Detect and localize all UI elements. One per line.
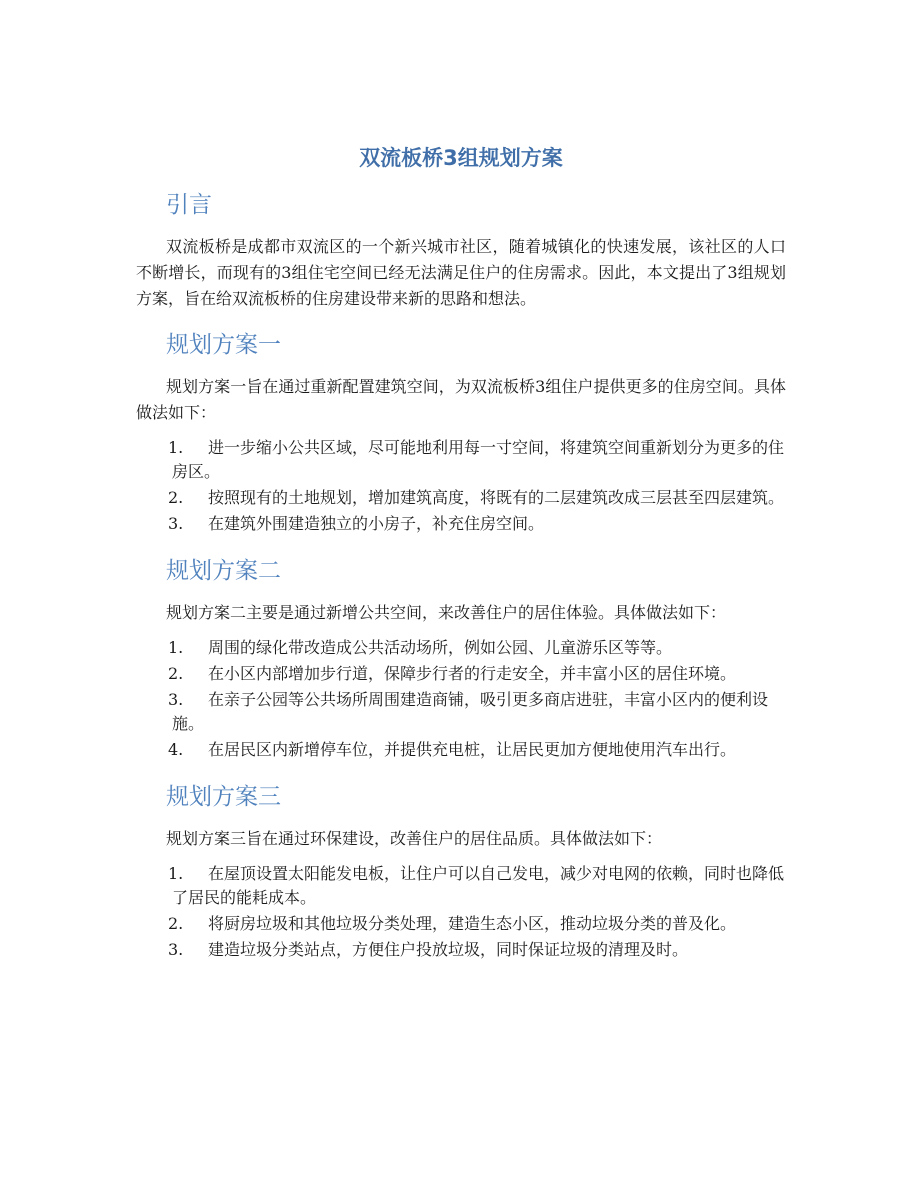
section-paragraph: 规划方案一旨在通过重新配置建筑空间，为双流板桥3组住户提供更多的住房空间。具体做法如下：: [136, 377, 786, 422]
section-plan-three: [136, 780, 786, 962]
section-heading: 规划方案一: [166, 332, 281, 358]
list-item-number: 1.: [168, 864, 184, 883]
list-item-text: 在居民区内新增停车位，并提供充电桩，让居民更加方便地使用汽车出行。: [208, 740, 737, 759]
section-plan-one: [136, 328, 786, 536]
list-item-text: 将厨房垃圾和其他垃圾分类处理，建造生态小区，推动垃圾分类的普及化。: [208, 914, 737, 933]
list-item: [136, 912, 786, 936]
list-item: [136, 486, 786, 510]
section-heading: 规划方案二: [166, 558, 281, 584]
document-page: [136, 140, 786, 964]
list-item: [136, 938, 786, 962]
list-item-number: 2.: [168, 488, 184, 507]
list-item-text: 按照现有的土地规划，增加建筑高度，将既有的二层建筑改成三层甚至四层建筑。: [208, 488, 785, 507]
list-item-number: 3.: [168, 514, 184, 533]
section-paragraph: 双流板桥是成都市双流区的一个新兴城市社区，随着城镇化的快速发展，该社区的人口不断增长，而现有的3组住宅空间已经无法满足住户的住房需求。因此，本文提出了3组规划方案，旨在给双流板桥的住房建设带来新的思路和想法。: [136, 237, 786, 308]
plan-one-list: [136, 436, 786, 536]
list-item: [136, 862, 786, 910]
section-paragraph: 规划方案二主要是通过新增公共空间，来改善住户的居住体验。具体做法如下：: [166, 603, 727, 622]
list-item-text: 在屋顶设置太阳能发电板，让住户可以自己发电，减少对电网的依赖，同时也降低了居民的能耗成本。: [172, 864, 785, 907]
list-item: [136, 738, 786, 762]
section-plan-two: [136, 554, 786, 762]
list-item-text: 在小区内部增加步行道，保障步行者的行走安全，并丰富小区的居住环境。: [208, 664, 737, 683]
list-item-number: 2.: [168, 664, 184, 683]
list-item-number: 3.: [168, 940, 184, 959]
document-title: 双流板桥3组规划方案: [359, 146, 563, 170]
list-item-number: 2.: [168, 914, 184, 933]
list-item-number: 4.: [168, 740, 184, 759]
section-introduction: [136, 188, 786, 312]
list-item-number: 1.: [168, 638, 184, 657]
section-heading: 引言: [166, 192, 212, 218]
list-item-text: 在亲子公园等公共场所周围建造商铺，吸引更多商店进驻，丰富小区内的便利设施。: [172, 690, 769, 733]
list-item: [136, 688, 786, 736]
plan-two-list: [136, 636, 786, 762]
list-item-text: 建造垃圾分类站点，方便住户投放垃圾，同时保证垃圾的清理及时。: [208, 940, 689, 959]
list-item: [136, 436, 786, 484]
list-item-text: 进一步缩小公共区域，尽可能地利用每一寸空间，将建筑空间重新划分为更多的住房区。: [172, 438, 785, 481]
list-item-number: 3.: [168, 690, 184, 709]
list-item: [136, 512, 786, 536]
list-item-text: 周围的绿化带改造成公共活动场所，例如公园、儿童游乐区等等。: [208, 638, 673, 657]
list-item-text: 在建筑外围建造独立的小房子，补充住房空间。: [208, 514, 545, 533]
list-item-number: 1.: [168, 438, 184, 457]
section-heading: 规划方案三: [166, 784, 281, 810]
list-item: [136, 662, 786, 686]
section-paragraph: 规划方案三旨在通过环保建设，改善住户的居住品质。具体做法如下：: [166, 829, 663, 848]
plan-three-list: [136, 862, 786, 962]
list-item: [136, 636, 786, 660]
